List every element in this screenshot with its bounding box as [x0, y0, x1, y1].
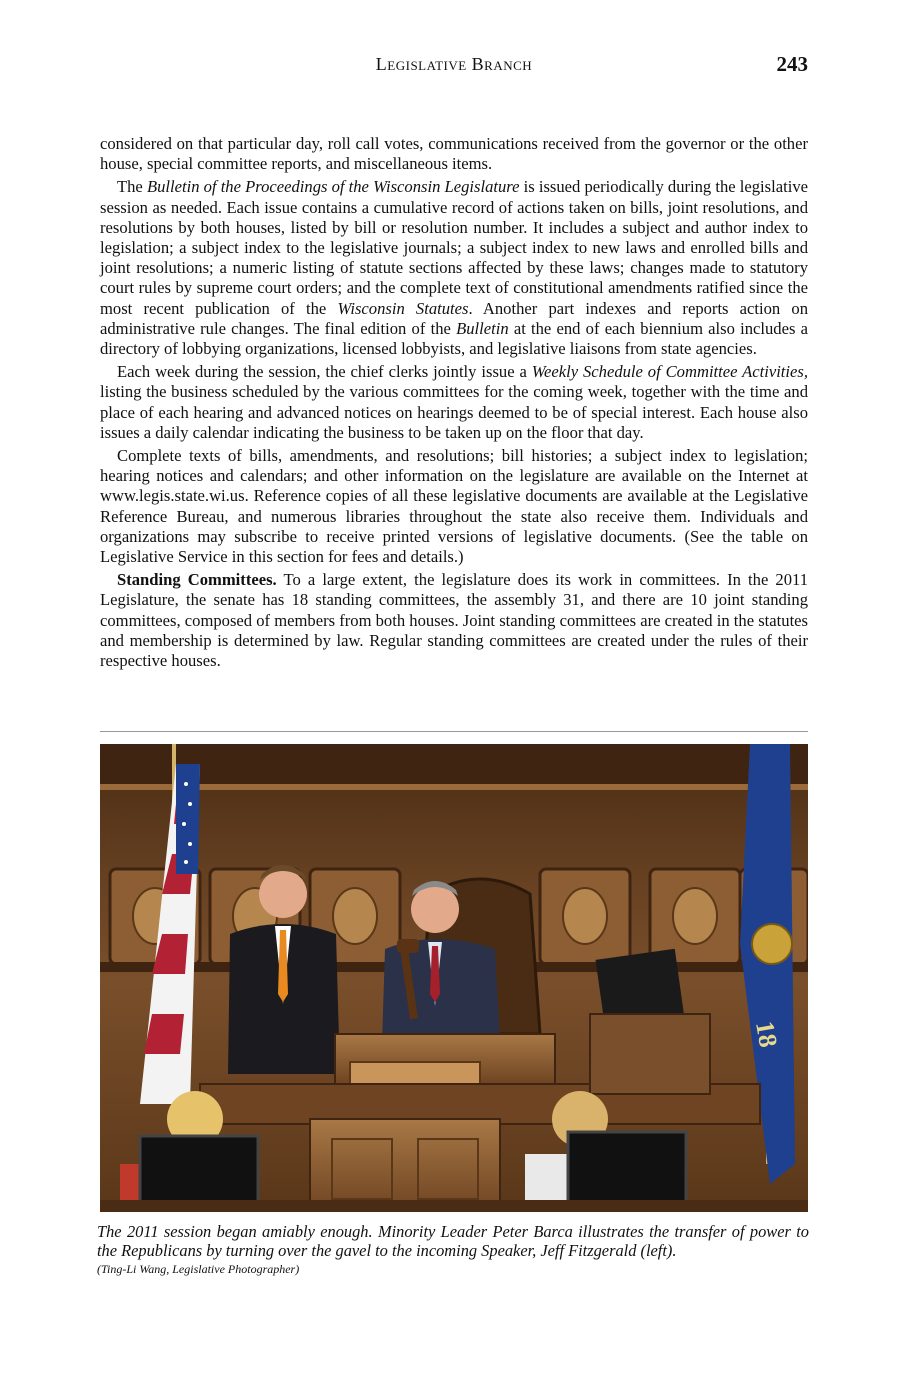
paragraph-3-text-a: Each week during the session, the chief clerks jointly issue a — [117, 362, 532, 382]
paragraph-2-text-c: . Another part indexes and reports action on administrative rule changes. The final edition of the — [100, 298, 809, 338]
weekly-schedule-title: Weekly Schedule of Committee Activities, — [531, 362, 808, 382]
section-title: Legislative Branch — [375, 54, 533, 74]
flag-number: 18 — [749, 1018, 784, 1050]
page-number: 243 — [776, 52, 808, 76]
paragraph-1 — [100, 134, 808, 174]
photo-credit: (Ting-Li Wang, Legislative Photographer) — [97, 1262, 300, 1276]
paragraph-2-text-b: is issued periodically during the legislative session as needed. Each issue contains a cumulative record of actions taken on bills, joint resolutions, and resolutions by both houses, listed by bill or resolution number. It includes a subject and author index to legislation; a subject index to the legislative journals; a subject index to new laws and enrolled bills and joint resolutions; a numeric listing of statute sections affected by these laws; changes made to statutory court rules by supreme court orders; and the complete text of constitutional amendments ratified since the most recent publication of the — [100, 177, 808, 318]
paragraph-2-text-d: at the end of each biennium also includes a directory of lobbying organizations, licensed lobbyists, and legislative liaisons from state agencies. — [100, 318, 808, 359]
assembly-chamber-photo — [100, 744, 808, 1212]
statutes-title: Wisconsin Statutes — [337, 298, 469, 318]
paragraph-3-text-b: listing the business scheduled by the various committees for the coming week, together with the time and place of each hearing and advanced notices on hearings deemed to be of special interest. Each house also issues a daily calendar indicating the business to be taken up on the floor that day. — [100, 382, 808, 442]
paragraph-2-text-a: The — [117, 177, 147, 197]
paragraph-5 — [100, 570, 808, 671]
photo-caption: The 2011 session began amiably enough. Minority Leader Peter Barca illustrates the transfer of power to the Republicans by turning over the gavel to the incoming Speaker, Jeff Fitzgerald (left). — [97, 1222, 809, 1260]
bulletin-short-title: Bulletin — [456, 318, 509, 338]
running-header — [100, 54, 808, 80]
paragraph-3 — [100, 362, 808, 443]
paragraph-4 — [100, 446, 808, 567]
divider-rule — [100, 731, 808, 732]
standing-committees-heading: Standing Committees. — [117, 570, 277, 590]
monitor-left — [140, 1136, 258, 1202]
top-molding — [100, 744, 808, 784]
paragraph-4-text: Complete texts of bills, amendments, and resolutions; bill histories; a subject index to legislation; hearing notices and calendars; and other information on the legislature are available on the Internet at www.legis.state.wi.us. Reference copies of all these legislative documents are available at the Legislative Reference Bureau, and numerous libraries throughout the state also receive them. Individuals and organizations may subscribe to receive printed versions of legislative documents. (See the table on Legislative Service in this section for fees and details.) — [100, 446, 808, 567]
paragraph-5-text: To a large extent, the legislature does its work in committees. In the 2011 Legislature, the senate has 18 standing committees, the assembly 31, and there are 10 joint standing committees, composed of members from both houses. Joint standing committees are created in the statutes and membership is determined by law. Regular standing committees are created under the rules of their respective houses. — [100, 570, 808, 671]
bulletin-title: Bulletin of the Proceedings of the Wisconsin Legislature — [146, 177, 520, 197]
monitor-right — [568, 1132, 686, 1202]
paragraph-2 — [100, 177, 808, 359]
photo-illustration — [100, 744, 808, 1212]
body-text — [100, 134, 808, 674]
paragraph-1-text: considered on that particular day, roll call votes, communications received from the governor or the other house, special committee reports, and miscellaneous items. — [100, 134, 808, 174]
